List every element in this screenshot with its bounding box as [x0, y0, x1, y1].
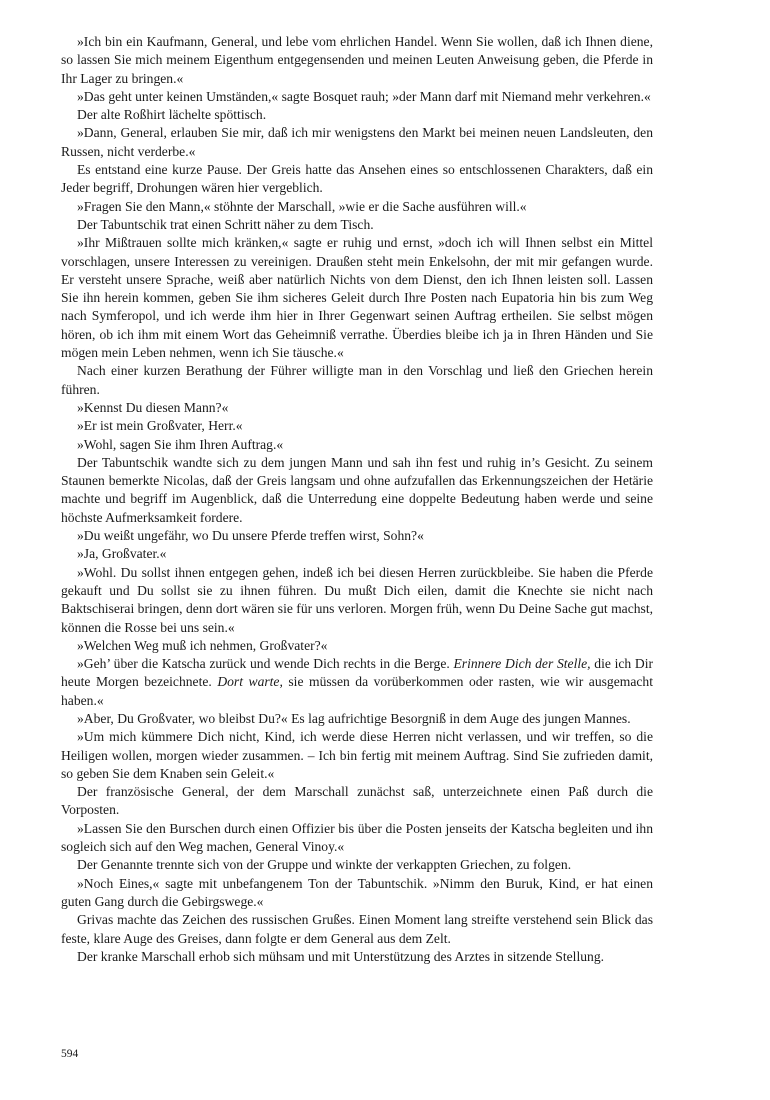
paragraph: Der alte Roßhirt lächelte spöttisch. [77, 107, 267, 123]
paragraph: Der Tabuntschik wandte sich zu dem jungen Mann und sah ihn fest und ruhig in’s Gesicht. Zu seinem Staunen bemerkte Nicolas, daß der Greis langsam und ohne aufzufallen das Erkennungszeichen der Hetärie machte und begriff im Augenblick, daß die Unterredung eine doppelte Bedeutung haben werde und seine höchste Aufmerksamkeit fordere. [61, 454, 653, 525]
paragraph: »Um mich kümmere Dich nicht, Kind, ich werde diese Herren nicht verlassen, und wir treffen, so die Heiligen wollen, morgen wieder zusammen. – Ich bin fertig mit meinem Auftrag. Sind Sie zufrieden damit, so geben Sie dem Knaben sein Geleit.« [61, 729, 653, 781]
paragraph: »Lassen Sie den Burschen durch einen Offizier bis über die Posten jenseits der Katscha begleiten und ihn sogleich sich auf den Weg machen, General Vinoy.« [61, 820, 653, 855]
paragraph: »Fragen Sie den Mann,« stöhnte der Marschall, »wie er die Sache ausführen will.« [77, 198, 527, 214]
paragraph: Der Genannte trennte sich von der Gruppe und winkte der verkappten Griechen, zu folgen. [77, 857, 572, 873]
paragraph: »Das geht unter keinen Umständen,« sagte Bosquet rauh; »der Mann darf mit Niemand mehr verkehren.« [77, 88, 651, 104]
paragraph: Grivas machte das Zeichen des russischen Grußes. Einen Moment lang streifte verstehend sein Blick das feste, klare Auge des Greises, dann folgte er dem General aus dem Zelt. [61, 912, 653, 946]
paragraph: »Noch Eines,« sagte mit unbefangenem Ton der Tabuntschik. »Nimm den Buruk, Kind, er hat einen guten Gang durch die Gebirgswege.« [61, 875, 653, 909]
paragraph: Nach einer kurzen Berathung der Führer willigte man in den Vorschlag und ließ den Griechen herein führen. [61, 363, 653, 397]
paragraph: Der kranke Marschall erhob sich mühsam und mit Unterstützung des Arztes in sitzende Stellung. [77, 948, 605, 964]
paragraph: »Kennst Du diesen Mann?« [77, 399, 229, 415]
paragraph: »Wohl, sagen Sie ihm Ihren Auftrag.« [77, 436, 284, 452]
paragraph: »Dann, General, erlauben Sie mir, daß ich mir wenigstens den Markt bei meinen neuen Landsleuten, den Russen, nicht verderbe.« [61, 125, 653, 159]
paragraph: »Aber, Du Großvater, wo bleibst Du?« Es lag aufrichtige Besorgniß in dem Auge des jungen Mannes. [77, 710, 631, 726]
paragraph: »Du weißt ungefähr, wo Du unsere Pferde treffen wirst, Sohn?« [77, 528, 424, 544]
paragraph: »Ja, Großvater.« [77, 546, 167, 562]
paragraph: »Ich bin ein Kaufmann, General, und lebe vom ehrlichen Handel. Wenn Sie wollen, daß ich Ihnen diene, so lassen Sie mich meinem Eigenthum entgegensenden und meinen Leuten Anweisung geben, die Pferde in Ihr Lager zu bringen.« [61, 34, 653, 86]
paragraph: »Ihr Mißtrauen sollte mich kränken,« sagte er ruhig und ernst, »doch ich will Ihnen selbst ein Mittel vorschlagen, unsere Interessen zu vereinigen. Draußen steht mein Enkelsohn, der mit mir gefangen wurde. Er versteht unsere Sprache, weiß aber natürlich Nichts von dem Dienst, den ich Ihnen leisten soll. Lassen Sie ihn herein kommen, geben Sie ihm sicheres Geleit durch Ihre Posten nach Eupatoria hin bis zum Weg nach Symferopol, und ich werde ihm hier in Ihrer Gegenwart seinen Auftrag ertheilen. Sie selbst mögen hören, ob ich ihm mit einem Wort das Geheimniß verrathe. Überdies bleibe ich ja in Ihren Händen und Sie mögen mein Leben nehmen, wenn ich Sie täusche.« [61, 235, 653, 361]
paragraph: Es entstand eine kurze Pause. Der Greis hatte das Ansehen eines so entschlossenen Charakters, daß ein Jeder begriff, Drohungen wären hier vergeblich. [61, 162, 653, 196]
paragraph: »Geh’ über die Katscha zurück und wende Dich rechts in die Berge. Erinnere Dich der Stelle, die ich Dir heute Morgen bezeichnete. Dort warte, sie müssen da vorüberkommen oder rasten, wie wir ausgemacht haben.« [61, 656, 654, 708]
paragraph: »Er ist mein Großvater, Herr.« [77, 418, 243, 434]
paragraph: Der französische General, der dem Marschall zunächst saß, unterzeichnete einen Paß durch die Vorposten. [61, 784, 653, 818]
paragraph: »Wohl. Du sollst ihnen entgegen gehen, indeß ich bei diesen Herren zurückbleibe. Sie haben die Pferde gekauft und Du sollst sie zu ihnen führen. Du mußt Dich eilen, damit die Knechte sie nicht nach Baktschiserai bringen, denn dort wären sie für uns verloren. Morgen früh, wenn Du Deine Sache gut machst, können die Rosse bei uns sein.« [61, 564, 653, 635]
body-text [61, 33, 653, 966]
paragraph: »Welchen Weg muß ich nehmen, Großvater?« [77, 637, 328, 653]
paragraph: Der Tabuntschik trat einen Schritt näher zu dem Tisch. [77, 216, 374, 232]
page-number: 594 [61, 1048, 79, 1060]
